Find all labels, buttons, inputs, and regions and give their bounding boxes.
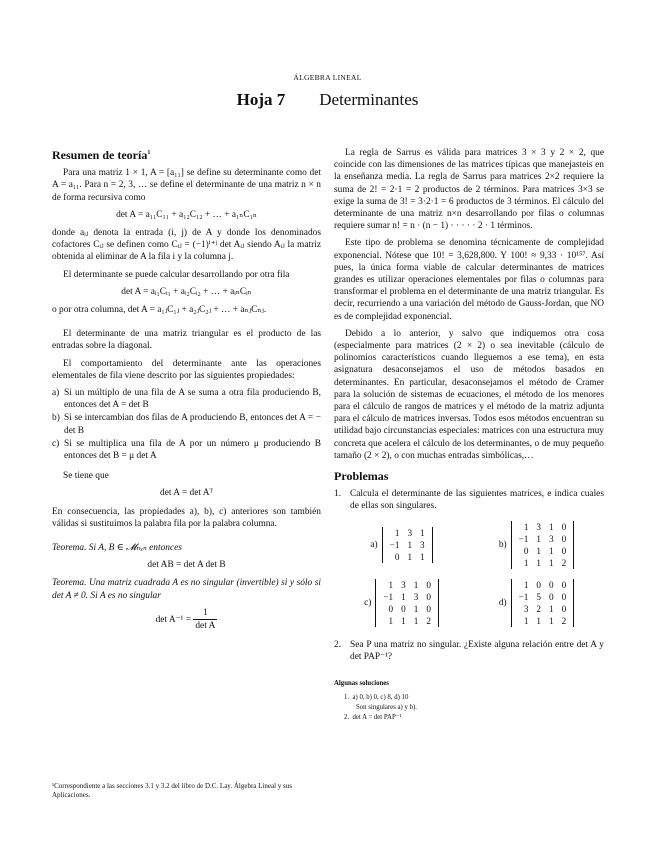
matrix-entry: 0 — [426, 591, 431, 602]
theory-p7: Se tiene que — [63, 471, 109, 482]
left-column — [52, 147, 321, 638]
matrix-entry: −1 — [518, 591, 529, 602]
theory-p8: En consecuencia, las propiedades a), b), c) anteriores son también válidas si sustituimos la palabra fila por la palabra columna. — [52, 506, 321, 529]
matrix-label: a) — [370, 539, 378, 550]
matrix-item — [469, 579, 604, 627]
matrix-entry: 1 — [523, 521, 529, 532]
matrix-entry: 2 — [426, 615, 431, 626]
matrix-entry: 1 — [549, 603, 554, 614]
theory-p6: El comportamiento del determinante ante las operaciones elementales de fila viene descrito por las siguientes propiedades: — [52, 358, 321, 381]
matrix-entry: 1 — [401, 615, 406, 626]
matrix-entry: 1 — [413, 579, 419, 590]
matrix-entry: 5 — [536, 591, 541, 602]
matrix — [382, 527, 433, 563]
matrix-entry: 0 — [394, 551, 400, 562]
properties-list — [52, 387, 321, 462]
property-item: b) Si se intercambian dos filas de A produciendo B, entonces det A = − det B — [52, 413, 321, 436]
matrix-item — [334, 521, 469, 569]
problems-heading: Problemas — [334, 469, 389, 484]
matrix-entry: 3 — [536, 521, 541, 532]
matrix-entry: 1 — [407, 539, 413, 550]
complexity-paragraph: Este tipo de problema se denomina técnicamente de complejidad exponencial. Nótese que 10! = 3,628,800. Y 100! ≈ 9,33 · 10¹⁵⁷. Así pues, la única forma viable de calcular determinantes de matrices grandes es utilizar operaciones elementales por filas o columnas para transformar el problema en el determinante de una matriz triangular. Es decir, recurriendo a una variación del método de Gauss-Jordan, que NO es de complejidad exponencial. — [334, 238, 604, 322]
course-name: ÁLGEBRA LINEAL — [293, 73, 362, 82]
matrix-entry: 0 — [426, 603, 431, 614]
matrix-entry: 0 — [561, 603, 567, 614]
matrix-entry: 3 — [549, 533, 554, 544]
matrix-entry: 1 — [413, 615, 419, 626]
matrix-entry: 0 — [426, 579, 431, 590]
matrix-entry: 0 — [523, 545, 529, 556]
solutions-title: Algunas soluciones — [334, 680, 389, 688]
matrix-entry: 3 — [420, 539, 425, 550]
theorem-2: Teorema. Una matriz cuadrada A es no singular (invertible) si y sólo si det A ≠ 0. Si A es no singular — [52, 578, 321, 601]
solution-1-note: Son singulares a) y b). — [356, 704, 417, 712]
matrix-entry: 1 — [420, 551, 425, 562]
theory-p2: donde aᵢⱼ denota la entrada (i, j) de A y donde los denominados cofactores Cᵢⱼ se definen como Cᵢⱼ = (−1)ⁱ⁺ʲ det Aᵢⱼ siendo Aᵢⱼ la matriz obtenida al eliminar de A la fila i y la columna j. — [52, 228, 321, 263]
matrix-entry: 1 — [388, 579, 394, 590]
property-item: a) Si un múltiplo de una fila de A se suma a otra fila produciendo B, entonces det A = det B — [52, 388, 321, 411]
solution-2: 2. det A = det PAP⁻¹ — [344, 714, 402, 722]
matrix — [511, 579, 575, 627]
matrix-entry: 0 — [561, 545, 567, 556]
matrix-entry: 1 — [407, 551, 413, 562]
matrix-entry: −1 — [383, 591, 394, 602]
matrix — [511, 521, 575, 569]
matrix-entry: 2 — [561, 615, 567, 626]
matrix-entry: 0 — [549, 579, 554, 590]
theory-p1: Para una matriz 1 × 1, A = [a₁₁] se define su determinante como det A = a₁₁. Para n = 2, 3, … se define el determinante de una matriz n × n de forma recursiva como — [52, 168, 321, 203]
matrix-entry: 1 — [549, 615, 554, 626]
matrix-item — [469, 521, 604, 569]
matrix-entry: 1 — [420, 527, 425, 538]
matrix-entry: −1 — [389, 539, 400, 550]
matrix-entry: 3 — [407, 527, 413, 538]
matrix — [375, 579, 439, 627]
matrix-entry: 1 — [536, 533, 541, 544]
matrix-entry: 1 — [536, 557, 541, 568]
matrix-entry: 1 — [523, 615, 529, 626]
matrix-entry: 1 — [413, 603, 419, 614]
matrix-entry: −1 — [518, 533, 529, 544]
matrix-entry: 1 — [394, 527, 400, 538]
equation-det-rowi: det A = aᵢ₁Cᵢ₁ + aᵢ₂Cᵢ₂ + … + aᵢₙCᵢₙ — [121, 286, 252, 297]
matrix-entry: 0 — [401, 603, 406, 614]
property-item: c) Si se multiplica una fila de A por un número μ produciendo B entonces det B = μ det A — [52, 438, 321, 462]
advice-paragraph: Debido a lo anterior, y salvo que indiquemos otra cosa (especialmente para matrices (2 × 2) o sea inevitable (cálculo de polinomios característicos cuando lleguemos a ese tema), en esta asignatura desaconsejamos el uso de métodos basados en determinantes. En particular, desaconsejamos el método de Cramer para la solución de sistemas de ecuaciones, el método de los menores para el cálculo de rangos de matrices y el método de la matriz adjunta para el cálculo de matrices inversas. Todos esos métodos encuentran su utilidad bajo circunstancias especiales: matrices con una estructura muy concreta que acelera el cálculo de los determinantes, o de muy pequeño tamaño (2 × 2), o con muchas entradas simbólicas,… — [334, 328, 604, 461]
matrix-label: c) — [364, 597, 372, 608]
matrix-entry: 1 — [536, 615, 541, 626]
right-column — [334, 147, 604, 723]
matrix-entry: 1 — [549, 521, 554, 532]
equation-det-row1: det A = a₁₁C₁₁ + a₁₂C₁₂ + … + a₁ₙC₁ₙ — [116, 209, 257, 220]
matrix-entry: 1 — [536, 545, 541, 556]
matrix-entry: 1 — [388, 615, 394, 626]
matrix-entry: 3 — [413, 591, 419, 602]
matrix-entry: 3 — [523, 603, 529, 614]
matrix-entry: 0 — [388, 603, 394, 614]
equation-product: det AB = det A det B — [147, 560, 226, 571]
matrix-entry: 1 — [523, 579, 529, 590]
matrix-entry: 2 — [561, 557, 567, 568]
footnote: ¹Correspondiente a las secciones 3.1 y 3.2 del libro de D.C. Lay. Álgebra Lineal y sus Aplicaciones. — [52, 782, 292, 799]
problem-1: 1. Calcula el determinante de las siguientes matrices, e indica cuales de ellas son singulares. — [334, 489, 604, 512]
theory-heading: Resumen de teoría$^1$ — [52, 148, 151, 162]
equation-inverse: det A⁻¹ = $\frac{1}{\text{det A}}$ — [155, 607, 216, 632]
theory-p4: o por otra columna, det A = a₁ⱼC₁ⱼ + a₂ⱼC₂ⱼ + … + aₙⱼCₙⱼ. — [52, 305, 267, 316]
problem-2: 2. Sea P una matriz no singular. ¿Existe alguna relación entre det A y det PAP⁻¹? — [334, 639, 604, 662]
matrix-entry: 0 — [561, 521, 567, 532]
matrix-label: d) — [498, 597, 507, 608]
matrix-item — [334, 579, 469, 627]
matrix-entry: 1 — [549, 557, 554, 568]
matrix-entry: 2 — [536, 603, 541, 614]
page-title — [0, 90, 655, 110]
solution-1: 1. a) 0, b) 0, c) 8, d) 10 — [344, 694, 409, 702]
matrix-entry: 0 — [536, 579, 541, 590]
matrix-label: b) — [498, 539, 507, 550]
sheet-number: Hoja 7 — [236, 90, 286, 109]
theorem-1: Teorema. Si A, B ∈ 𝓜ₙₓₙ entonces — [52, 543, 182, 554]
matrix-entry: 0 — [561, 591, 567, 602]
matrix-entry: 0 — [561, 533, 567, 544]
sarrus-paragraph: La regla de Sarrus es válida para matrices 3 × 3 y 2 × 2, que coincide con las dimensiones de las matrices típicas que manejasteis en la enseñanza media. La regla de Sarrus para matrices 2×2 requiere la suma de 2! = 2·1 = 2 productos de 2 términos. Para matrices 3×3 se exige la suma de 3! = 3·2·1 = 6 productos de 3 términos. El cálculo del determinante de una matriz n×n desarrollando por filas o columnas requiere sumar n! = n · (n − 1) · · · · · 2 · 1 términos. — [334, 148, 604, 232]
theory-p3: El determinante se puede calcular desarrollando por otra fila — [63, 269, 290, 280]
matrix-entry: 0 — [561, 579, 567, 590]
matrix-entry: 1 — [549, 545, 554, 556]
solutions-block — [334, 679, 604, 723]
matrix-entry: 1 — [401, 591, 406, 602]
matrices-grid — [334, 521, 604, 627]
matrix-entry: 0 — [549, 591, 554, 602]
sheet-topic: Determinantes — [319, 90, 419, 109]
matrix-entry: 3 — [401, 579, 406, 590]
equation-transpose: det A = det Aᵀ — [160, 488, 213, 499]
matrix-entry: 1 — [523, 557, 529, 568]
theory-p5: El determinante de una matriz triangular es el producto de las entradas sobre la diagonal. — [52, 329, 321, 352]
